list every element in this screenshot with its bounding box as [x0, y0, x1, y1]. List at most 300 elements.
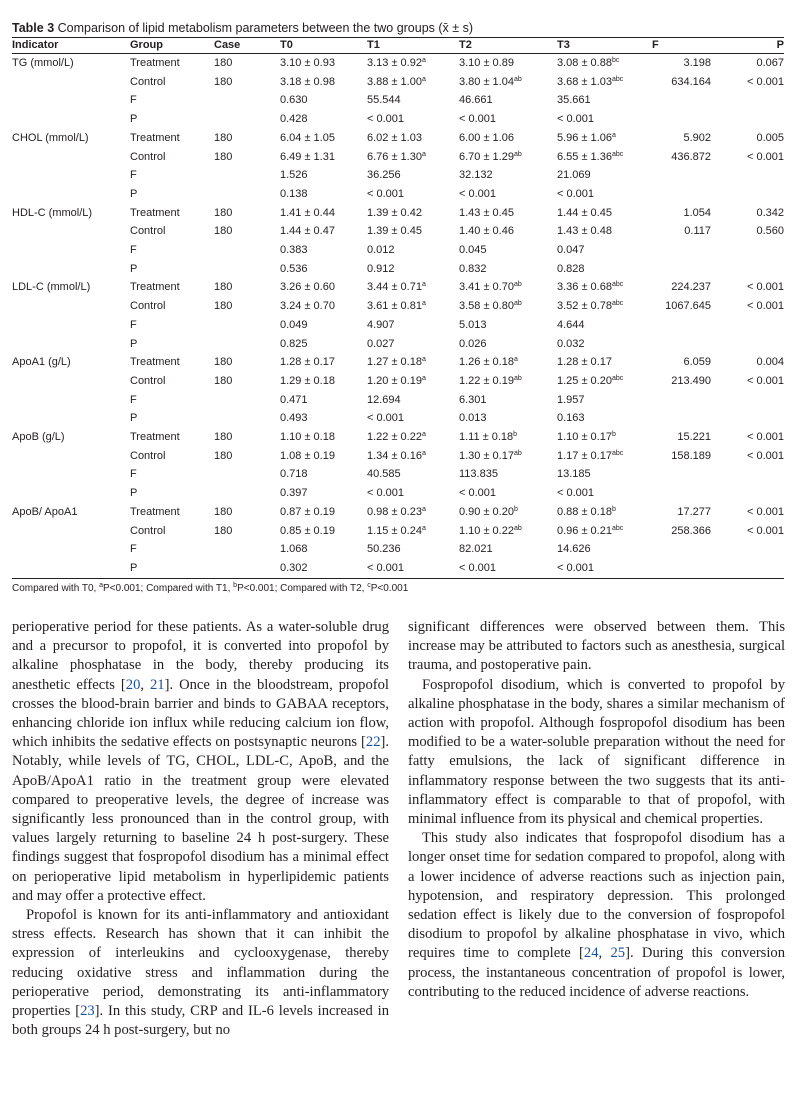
cell-p	[711, 91, 784, 110]
cell-t0: 0.428	[280, 113, 308, 126]
cell-t3-superscript: abc	[611, 374, 624, 382]
cell-t2	[459, 447, 557, 466]
cell-case	[214, 465, 280, 484]
cell-t1	[367, 409, 459, 428]
header-indicator: Indicator	[12, 38, 130, 54]
cell-t2	[459, 110, 557, 129]
cell-t2	[459, 222, 557, 241]
cell-t2-value: 1.40 ± 0.46	[459, 225, 514, 238]
cell-t2-superscript: ab	[513, 524, 522, 532]
cell-group: F	[130, 543, 137, 556]
cell-t2-superscript: ab	[513, 75, 522, 83]
cell-p	[711, 335, 784, 354]
header-group: Group	[130, 38, 214, 54]
cell-t3-value: 1.44 ± 0.45	[557, 206, 612, 219]
cell-f: 1067.645	[665, 300, 711, 313]
cell-indicator: CHOL (mmol/L)	[12, 131, 89, 144]
cell-case: 180	[214, 300, 233, 313]
cell-t2-value: 3.80 ± 1.04	[459, 75, 514, 88]
cell-t2	[459, 297, 557, 316]
table-row	[12, 166, 784, 185]
paragraph-text: This study also indicates that fospropofol disodium has a longer onset time for sedation compared to propofol, along with a lower incidence of adverse reactions such as injection pain, hypotension, and respiratory depression. This prolonged sedation effect is likely due to the conversion of fospropofol disodium to propofol by alkaline phosphatase in vivo, which requires time to complete [	[408, 830, 785, 962]
table-row	[12, 241, 784, 260]
cell-t3	[557, 353, 652, 372]
cell-t1-value: 3.13 ± 0.92	[367, 57, 422, 69]
footnote-superscript: a	[99, 581, 103, 589]
cell-t1	[367, 428, 459, 447]
cell-t1	[367, 222, 459, 241]
cell-t1	[367, 316, 459, 335]
cell-indicator	[12, 465, 130, 484]
cell-t0: 6.49 ± 1.31	[280, 150, 335, 163]
cell-t1-superscript: a	[421, 374, 426, 382]
cell-t3	[557, 522, 652, 541]
cell-t1	[367, 503, 459, 522]
citation-ref: 23	[80, 1003, 95, 1020]
cell-t2	[459, 391, 557, 410]
cell-t3	[557, 54, 652, 73]
cell-f	[652, 409, 711, 428]
cell-group: Treatment	[130, 431, 180, 444]
cell-indicator	[12, 447, 130, 466]
cell-t3	[557, 260, 652, 279]
cell-t2	[459, 316, 557, 335]
cell-t3-superscript: abc	[611, 449, 624, 457]
cell-p: < 0.001	[746, 431, 784, 444]
table-row	[12, 540, 784, 559]
cell-t2	[459, 409, 557, 428]
cell-indicator	[12, 260, 130, 279]
cell-t2	[459, 166, 557, 185]
cell-t1	[367, 465, 459, 484]
cell-p	[711, 559, 784, 578]
cell-t0: 0.536	[280, 262, 308, 275]
paragraph-text: perioperative period for these patients. As a water-soluble drug and a precursor to propofol, it is converted into propofol by alkaline phosphatase in the body, thereby producing its anesthetic effects [	[12, 619, 389, 693]
header-t3: T3	[557, 38, 652, 54]
table-row	[12, 222, 784, 241]
cell-t2	[459, 204, 557, 223]
cell-t1-value: < 0.001	[367, 487, 405, 500]
cell-group: P	[130, 262, 138, 275]
cell-t1	[367, 91, 459, 110]
cell-t3-value: 6.55 ± 1.36	[557, 150, 612, 163]
cell-case: 180	[214, 449, 233, 462]
cell-t2	[459, 428, 557, 447]
cell-group: Control	[130, 374, 166, 387]
cell-f: 3.198	[683, 57, 711, 69]
cell-case	[214, 110, 280, 129]
cell-t1	[367, 260, 459, 279]
cell-case	[214, 391, 280, 410]
cell-case: 180	[214, 57, 233, 69]
cell-t3-value: 14.626	[557, 543, 591, 556]
cell-t3-value: 5.96 ± 1.06	[557, 131, 612, 144]
paragraph	[408, 676, 785, 830]
cell-t3-value: 0.032	[557, 337, 585, 350]
cell-f: 436.872	[671, 150, 711, 163]
body-column-left	[12, 618, 389, 1040]
paragraph	[408, 829, 785, 1002]
cell-indicator	[12, 335, 130, 354]
cell-p	[711, 316, 784, 335]
cell-t0: 1.28 ± 0.17	[280, 356, 335, 369]
cell-t0: 1.41 ± 0.44	[280, 206, 335, 219]
cell-t2-value: < 0.001	[459, 187, 497, 200]
cell-case	[214, 185, 280, 204]
cell-t3-superscript: b	[611, 431, 616, 439]
cell-t1	[367, 484, 459, 503]
cell-t2	[459, 484, 557, 503]
footnote-text: P<0.001; Compared with T1,	[102, 582, 234, 594]
cell-t3	[557, 166, 652, 185]
table-row	[12, 391, 784, 410]
paragraph-text: Propofol is known for its anti-inflammatory and antioxidant stress effects. Research has shown that it can inhibit the expression of interleukins and cyclooxygenase, thereby reducing oxidative stress and inflammation during the perioperative period, demonstrating its anti-inflammatory properties [	[12, 907, 389, 1020]
cell-t0: 0.471	[280, 393, 308, 406]
cell-group: Control	[130, 225, 166, 238]
cell-p: < 0.001	[746, 449, 784, 462]
cell-t3-value: 3.36 ± 0.68	[557, 281, 612, 294]
cell-t1-superscript: a	[421, 524, 426, 532]
footnote-superscript: b	[233, 581, 238, 589]
cell-t3-superscript: b	[611, 505, 616, 513]
cell-t1-value: 1.27 ± 0.18	[367, 356, 422, 369]
paragraph-text: ]. During this conversion process, the instantaneous concentration of propofol is lower, contributing to the reduced incidence of adverse reactions.	[408, 945, 786, 1000]
table-row	[12, 484, 784, 503]
table-row	[12, 73, 784, 92]
cell-t2-value: < 0.001	[459, 561, 497, 574]
cell-p: < 0.001	[746, 505, 784, 518]
citation-ref: 21	[150, 676, 165, 693]
cell-t1	[367, 372, 459, 391]
cell-t1-superscript: a	[421, 150, 426, 158]
cell-t3-value: 0.828	[557, 262, 585, 275]
cell-t3-value: 1.25 ± 0.20	[557, 374, 612, 387]
cell-t1	[367, 353, 459, 372]
table-caption	[12, 20, 784, 37]
cell-group: Control	[130, 75, 166, 88]
cell-t2-value: < 0.001	[459, 113, 497, 126]
cell-t1	[367, 166, 459, 185]
cell-indicator: ApoB/ ApoA1	[12, 505, 78, 518]
cell-p: 0.004	[756, 356, 784, 369]
cell-f	[652, 484, 711, 503]
cell-t3-value: 1.28 ± 0.17	[557, 356, 612, 369]
cell-f: 15.221	[677, 431, 711, 444]
cell-indicator: ApoB (g/L)	[12, 431, 65, 444]
cell-t3	[557, 129, 652, 148]
cell-p	[711, 540, 784, 559]
cell-t2	[459, 503, 557, 522]
cell-t2-superscript: ab	[513, 300, 522, 308]
cell-p: < 0.001	[746, 300, 784, 313]
paragraph-text: ,	[140, 676, 150, 693]
cell-t3-value: 0.163	[557, 412, 585, 425]
cell-indicator	[12, 559, 130, 578]
cell-p: < 0.001	[746, 524, 784, 537]
cell-t1-value: 3.61 ± 0.81	[367, 300, 422, 313]
cell-group: Treatment	[130, 206, 180, 219]
paragraph-text: significant differences were observed between them. This increase may be attributed to factors such as anesthesia, surgical trauma, and postoperative pain.	[408, 619, 785, 674]
cell-t2	[459, 54, 557, 73]
cell-t0: 1.44 ± 0.47	[280, 225, 335, 238]
cell-p: 0.560	[756, 225, 784, 238]
cell-p	[711, 465, 784, 484]
cell-t3	[557, 278, 652, 297]
cell-p	[711, 391, 784, 410]
cell-t3-value: < 0.001	[557, 561, 595, 574]
cell-group: Control	[130, 449, 166, 462]
cell-t3-superscript: abc	[611, 524, 624, 532]
paragraph	[12, 618, 389, 906]
cell-t3-value: 3.52 ± 0.78	[557, 300, 612, 313]
cell-p: 0.005	[756, 131, 784, 144]
cell-t2-value: 3.41 ± 0.70	[459, 281, 514, 294]
cell-indicator	[12, 372, 130, 391]
cell-f: 0.117	[684, 225, 711, 238]
cell-t3-value: 13.185	[557, 468, 591, 481]
cell-t3	[557, 484, 652, 503]
cell-case: 180	[214, 206, 233, 219]
cell-t0: 0.825	[280, 337, 308, 350]
cell-p: < 0.001	[746, 150, 784, 163]
cell-indicator	[12, 409, 130, 428]
cell-t2-value: 1.26 ± 0.18	[459, 356, 514, 369]
cell-f: 1.054	[683, 206, 711, 219]
cell-t1	[367, 110, 459, 129]
cell-f	[652, 241, 711, 260]
cell-t2	[459, 278, 557, 297]
table-row	[12, 559, 784, 578]
cell-t2	[459, 148, 557, 167]
cell-t2-superscript: ab	[513, 449, 522, 457]
paragraph-text: ]. In this study, CRP and IL-6 levels increased in both groups 24 h post-surgery, but no	[12, 1003, 389, 1039]
cell-t2	[459, 241, 557, 260]
table-row	[12, 465, 784, 484]
cell-group: P	[130, 559, 214, 578]
cell-p	[711, 110, 784, 129]
cell-t1	[367, 447, 459, 466]
cell-t2	[459, 353, 557, 372]
cell-t3	[557, 297, 652, 316]
cell-p	[711, 166, 784, 185]
table-row	[12, 110, 784, 129]
cell-indicator: LDL-C (mmol/L)	[12, 281, 91, 294]
paragraph-text: ,	[598, 945, 611, 962]
header-case: Case	[214, 38, 280, 54]
cell-t2-value: < 0.001	[459, 487, 497, 500]
header-p: P	[711, 38, 784, 54]
paragraph	[12, 906, 389, 1040]
cell-t1	[367, 148, 459, 167]
cell-f: 634.164	[671, 75, 711, 88]
cell-f: 213.490	[671, 374, 711, 387]
cell-t3-value: 35.661	[557, 94, 591, 107]
cell-t3-value: < 0.001	[557, 487, 595, 500]
cell-t0: 6.04 ± 1.05	[280, 131, 335, 144]
cell-t0: 0.493	[280, 412, 308, 425]
cell-f	[652, 316, 711, 335]
header-f: F	[652, 38, 711, 54]
cell-group: F	[130, 169, 137, 182]
cell-t1	[367, 522, 459, 541]
cell-p	[711, 409, 784, 428]
cell-t1	[367, 297, 459, 316]
footnote-superscript: c	[367, 581, 371, 589]
table-3	[12, 20, 784, 596]
cell-t3	[557, 241, 652, 260]
table-row	[12, 409, 784, 428]
cell-case: 180	[214, 524, 233, 537]
cell-t1-value: < 0.001	[367, 561, 405, 574]
cell-case	[214, 260, 280, 279]
table-row	[12, 278, 784, 297]
cell-t0: 3.26 ± 0.60	[280, 281, 335, 294]
table-row	[12, 297, 784, 316]
cell-t1-value: 3.88 ± 1.00	[367, 75, 422, 88]
cell-t1-superscript: a	[421, 505, 426, 513]
cell-t3	[557, 204, 652, 223]
cell-t1-value: < 0.001	[367, 412, 405, 425]
cell-indicator	[12, 166, 130, 185]
paragraph-text: ]. Once in the bloodstream, propofol crosses the blood-brain barrier and binds to GABAA receptors, enhancing chloride ion influx while reducing calcium ion flow, which inhibits the sedative effects on postsynaptic neurons [	[12, 676, 389, 751]
cell-p	[711, 241, 784, 260]
header-t0: T0	[280, 38, 367, 54]
cell-t0: 0.630	[280, 94, 308, 107]
cell-t2-value: 1.10 ± 0.22	[459, 524, 514, 537]
cell-t1	[367, 204, 459, 223]
cell-t2-value: 1.22 ± 0.19	[459, 374, 514, 387]
cell-t2-value: 0.013	[459, 412, 487, 425]
cell-t3-value: 1.43 ± 0.48	[557, 225, 612, 238]
cell-t2	[459, 185, 557, 204]
cell-indicator	[12, 484, 130, 503]
cell-f	[652, 465, 711, 484]
table-row	[12, 260, 784, 279]
cell-t2-value: 0.026	[459, 337, 487, 350]
cell-t0: 0.383	[280, 244, 308, 257]
citation-ref: 20	[125, 676, 141, 693]
cell-group: P	[130, 113, 138, 126]
cell-t0: 3.24 ± 0.70	[280, 300, 335, 313]
table-row	[12, 129, 784, 148]
cell-t3	[557, 148, 652, 167]
cell-t3	[557, 335, 652, 354]
cell-t0: 3.10 ± 0.93	[280, 57, 335, 69]
cell-f	[652, 110, 711, 129]
table-row	[12, 372, 784, 391]
cell-t1-value: 3.44 ± 0.71	[367, 281, 422, 294]
cell-t2	[459, 260, 557, 279]
cell-t1-value: 12.694	[367, 393, 401, 406]
cell-t2-value: 0.90 ± 0.20	[459, 505, 514, 518]
footnote-text: P<0.001	[370, 582, 409, 594]
cell-t3-value: < 0.001	[557, 187, 595, 200]
cell-t1-value: 40.585	[367, 468, 401, 481]
cell-t3-superscript: abc	[611, 300, 624, 308]
cell-case: 180	[214, 356, 233, 369]
cell-t3	[557, 503, 652, 522]
cell-group: F	[130, 94, 137, 107]
cell-t1-value: < 0.001	[367, 113, 405, 126]
cell-t3-value: 0.88 ± 0.18	[557, 505, 612, 518]
cell-t2	[459, 540, 557, 559]
cell-case: 180	[214, 431, 233, 444]
cell-t2	[459, 335, 557, 354]
cell-group: Control	[130, 150, 166, 163]
cell-t1	[367, 278, 459, 297]
table-row	[12, 447, 784, 466]
cell-t1-superscript: a	[421, 431, 426, 439]
cell-indicator	[12, 522, 130, 541]
cell-t1-superscript: a	[421, 300, 426, 308]
cell-p	[711, 260, 784, 279]
cell-group: Treatment	[130, 505, 180, 518]
cell-p: 0.067	[756, 57, 784, 69]
cell-t2-value: 1.30 ± 0.17	[459, 449, 514, 462]
cell-t2-value: 32.132	[459, 169, 493, 182]
footnote-text: Compared with T0,	[12, 582, 100, 594]
cell-t3-value: 3.08 ± 0.88	[557, 57, 612, 69]
cell-t2-value: 113.835	[459, 468, 498, 481]
cell-indicator: ApoA1 (g/L)	[12, 356, 71, 369]
cell-indicator	[12, 316, 130, 335]
cell-indicator	[12, 73, 130, 92]
cell-t2	[459, 465, 557, 484]
cell-t0: 0.397	[280, 487, 308, 500]
cell-t1-value: 55.544	[367, 94, 401, 107]
cell-p	[711, 185, 784, 204]
cell-t3	[557, 73, 652, 92]
cell-case: 180	[214, 225, 233, 238]
cell-group: Treatment	[130, 57, 180, 69]
cell-case	[214, 559, 280, 578]
table-caption-text: Comparison of lipid metabolism parameters between the two groups (x̄ ± s)	[57, 21, 474, 35]
cell-t2	[459, 73, 557, 92]
cell-t2-value: 3.10 ± 0.89	[459, 57, 514, 69]
cell-t2-value: 1.43 ± 0.45	[459, 206, 514, 219]
cell-t3	[557, 316, 652, 335]
table-row	[12, 204, 784, 223]
cell-t1	[367, 391, 459, 410]
citation-ref: 25	[610, 945, 626, 962]
cell-t3-superscript: abc	[611, 281, 624, 289]
table-row	[12, 503, 784, 522]
cell-group: P	[130, 337, 138, 350]
cell-p: < 0.001	[746, 281, 784, 294]
cell-case	[214, 316, 280, 335]
cell-t0: 0.049	[280, 318, 308, 331]
cell-p: 0.342	[756, 206, 784, 219]
table-row	[12, 428, 784, 447]
cell-indicator: TG (mmol/L)	[12, 57, 74, 69]
table-label: Table 3	[12, 21, 55, 35]
cell-group: Control	[130, 300, 166, 313]
cell-t2-value: 0.045	[459, 244, 487, 257]
cell-t2-value: 6.70 ± 1.29	[459, 150, 514, 163]
cell-t1	[367, 540, 459, 559]
cell-case: 180	[214, 131, 233, 144]
cell-t1-superscript: a	[421, 75, 426, 83]
cell-t3-value: 1.10 ± 0.17	[557, 431, 612, 444]
cell-t1-superscript: a	[421, 449, 426, 457]
cell-t1-value: 1.34 ± 0.16	[367, 449, 422, 462]
cell-case: 180	[214, 281, 233, 294]
cell-f	[652, 391, 711, 410]
cell-t2-value: 3.58 ± 0.80	[459, 300, 514, 313]
cell-t1-value: 1.22 ± 0.22	[367, 431, 422, 444]
cell-case: 180	[214, 75, 233, 88]
cell-t0: 0.302	[280, 559, 367, 578]
